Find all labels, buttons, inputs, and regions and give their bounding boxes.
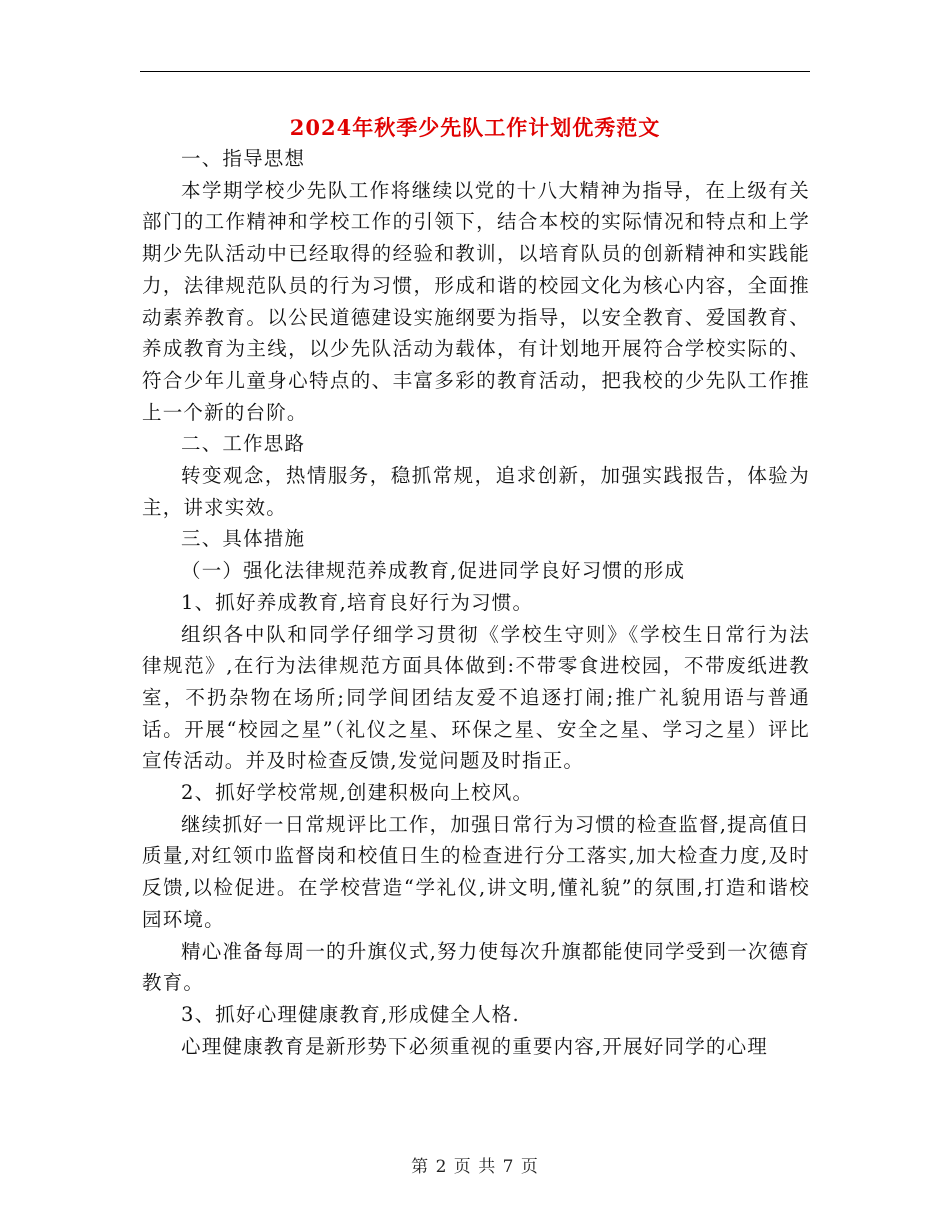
paragraph-item-2: 继续抓好一日常规评比工作，加强日常行为习惯的检查监督,提高值日质量,对红领巾监督岗和校值日生的检查进行分工落实,加大检查力度,及时反馈,以检促进。在学校营造“学礼仪,讲文明,懂礼貌”的氛围,打造和谐校园环境。 [142, 812, 810, 931]
subheading-measure-one: （一）强化法律规范养成教育,促进同学良好习惯的形成 [181, 559, 686, 583]
heading-work-approach: 二、工作思路 [181, 432, 306, 456]
item-heading-2: 2、抓好学校常规,创建积极向上校风。 [181, 781, 534, 805]
document-body [142, 143, 810, 1062]
heading-specific-measures: 三、具体措施 [181, 527, 306, 551]
item-heading-1: 1、抓好养成教育,培育良好行为习惯。 [181, 590, 534, 614]
paragraph-work-approach: 转变观念，热情服务，稳抓常规，追求创新，加强实践报告，体验为主，讲求实效。 [142, 464, 810, 519]
page-footer: 第 2 页 共 7 页 [411, 1157, 539, 1177]
paragraph-item-1: 组织各中队和同学仔细学习贯彻《学校生守则》《学校生日常行为法律规范》,在行为法律规范方面具体做到:不带零食进校园，不带废纸进教室，不扔杂物在场所;同学间团结友爱不追逐打闹;推广礼貌用语与普通话。开展“校园之星”（礼仪之星、环保之星、安全之星、学习之星）评比宣传活动。并及时检查反馈,发觉问题及时指正。 [142, 622, 810, 773]
heading-guiding-ideology: 一、指导思想 [181, 147, 306, 170]
document-title: 2024年秋季少先队工作计划优秀范文 [289, 115, 661, 140]
paragraph-flag-ceremony: 精心准备每周一的升旗仪式,努力使每次升旗都能使同学受到一次德育教育。 [142, 939, 810, 995]
paragraph-item-3: 心理健康教育是新形势下必须重视的重要内容,开展好同学的心理 [181, 1034, 768, 1058]
item-heading-3: 3、抓好心理健康教育,形成健全人格. [181, 1002, 520, 1026]
paragraph-guiding-ideology: 本学期学校少先队工作将继续以党的十八大精神为指导，在上级有关部门的工作精神和学校工作的引领下，结合本校的实际情况和特点和上学期少先队活动中已经取得的经验和教训，以培育队员的创新精神和实践能力，法律规范队员的行为习惯，形成和谐的校园文化为核心内容，全面推动素养教育。以公民道德建设实施纲要为指导，以安全教育、爱国教育、养成教育为主线，以少先队活动为载体，有计划地开展符合学校实际的、符合少年儿童身心特点的、丰富多彩的教育活动，把我校的少先队工作推上一个新的台阶。 [142, 178, 810, 424]
header-rule [140, 71, 810, 72]
